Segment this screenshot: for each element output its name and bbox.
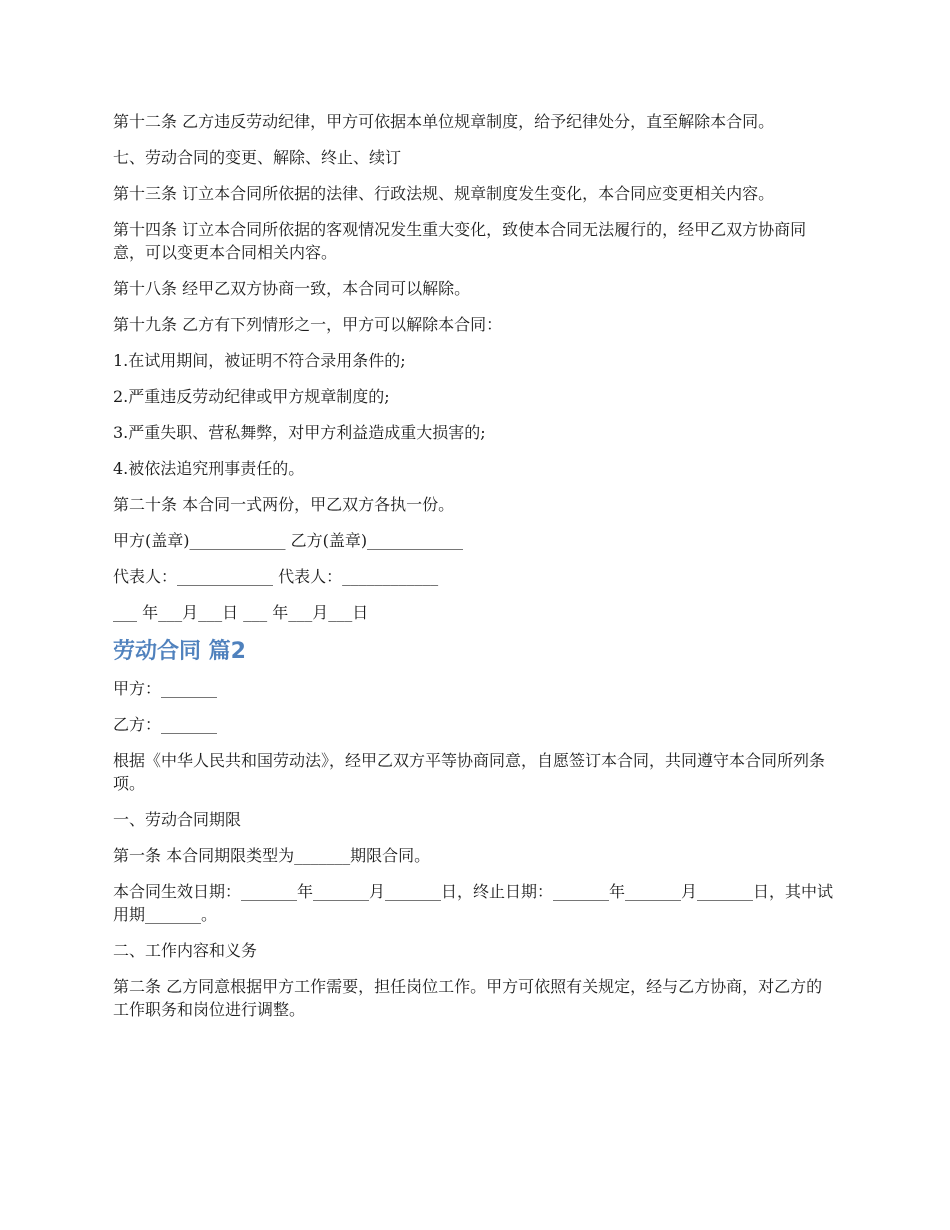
list-item-2: 2.严重违反劳动纪律或甲方规章制度的; bbox=[113, 387, 390, 406]
article-18-paragraph: 第十八条 经甲乙双方协商一致，本合同可以解除。 bbox=[113, 279, 471, 298]
article-2-paragraph: 第二条 乙方同意根据甲方工作需要，担任岗位工作。甲方可依照有关规定，经与乙方协商，对乙方的工作职务和岗位进行调整。 bbox=[113, 977, 823, 1019]
document-page bbox=[113, 110, 838, 1034]
article-19-paragraph: 第十九条 乙方有下列情形之一，甲方可以解除本合同： bbox=[113, 315, 503, 334]
list-item-4: 4.被依法追究刑事责任的。 bbox=[113, 459, 305, 478]
contract-2-heading: 劳动合同 篇2 bbox=[113, 639, 246, 664]
article-1-paragraph: 第一条 本合同期限类型为_______期限合同。 bbox=[113, 846, 431, 865]
section-7-title: 七、劳动合同的变更、解除、终止、续订 bbox=[113, 148, 402, 167]
party-b-line: 乙方：_______ bbox=[113, 715, 218, 734]
article-20-paragraph: 第二十条 本合同一式两份，甲乙双方各执一份。 bbox=[113, 495, 455, 514]
effective-date-paragraph: 本合同生效日期：_______年_______月_______日，终止日期：_______年_______月_______日，其中试用期_______。 bbox=[113, 882, 834, 924]
article-13-paragraph: 第十三条 订立本合同所依据的法律、行政法规、规章制度发生变化，本合同应变更相关内容。 bbox=[113, 184, 775, 203]
article-14-paragraph: 第十四条 订立本合同所依据的客观情况发生重大变化，致使本合同无法履行的，经甲乙双方协商同意，可以变更本合同相关内容。 bbox=[113, 220, 807, 262]
seal-line: 甲方(盖章)____________ 乙方(盖章)____________ bbox=[113, 531, 464, 550]
preamble-paragraph: 根据《中华人民共和国劳动法》，经甲乙双方平等协商同意，自愿签订本合同，共同遵守本合同所列条项。 bbox=[113, 751, 826, 793]
article-12-paragraph: 第十二条 乙方违反劳动纪律，甲方可依据本单位规章制度，给予纪律处分，直至解除本合同。 bbox=[113, 112, 775, 131]
section-2-title: 二、工作内容和义务 bbox=[113, 941, 258, 960]
list-item-3: 3.严重失职、营私舞弊，对甲方利益造成重大损害的; bbox=[113, 423, 486, 442]
date-line: ___ 年___月___日 ___ 年___月___日 bbox=[113, 603, 369, 622]
section-1-title: 一、劳动合同期限 bbox=[113, 810, 242, 829]
party-a-line: 甲方：_______ bbox=[113, 679, 218, 698]
representative-line: 代表人：____________ 代表人：____________ bbox=[113, 567, 439, 586]
list-item-1: 1.在试用期间，被证明不符合录用条件的; bbox=[113, 351, 406, 370]
